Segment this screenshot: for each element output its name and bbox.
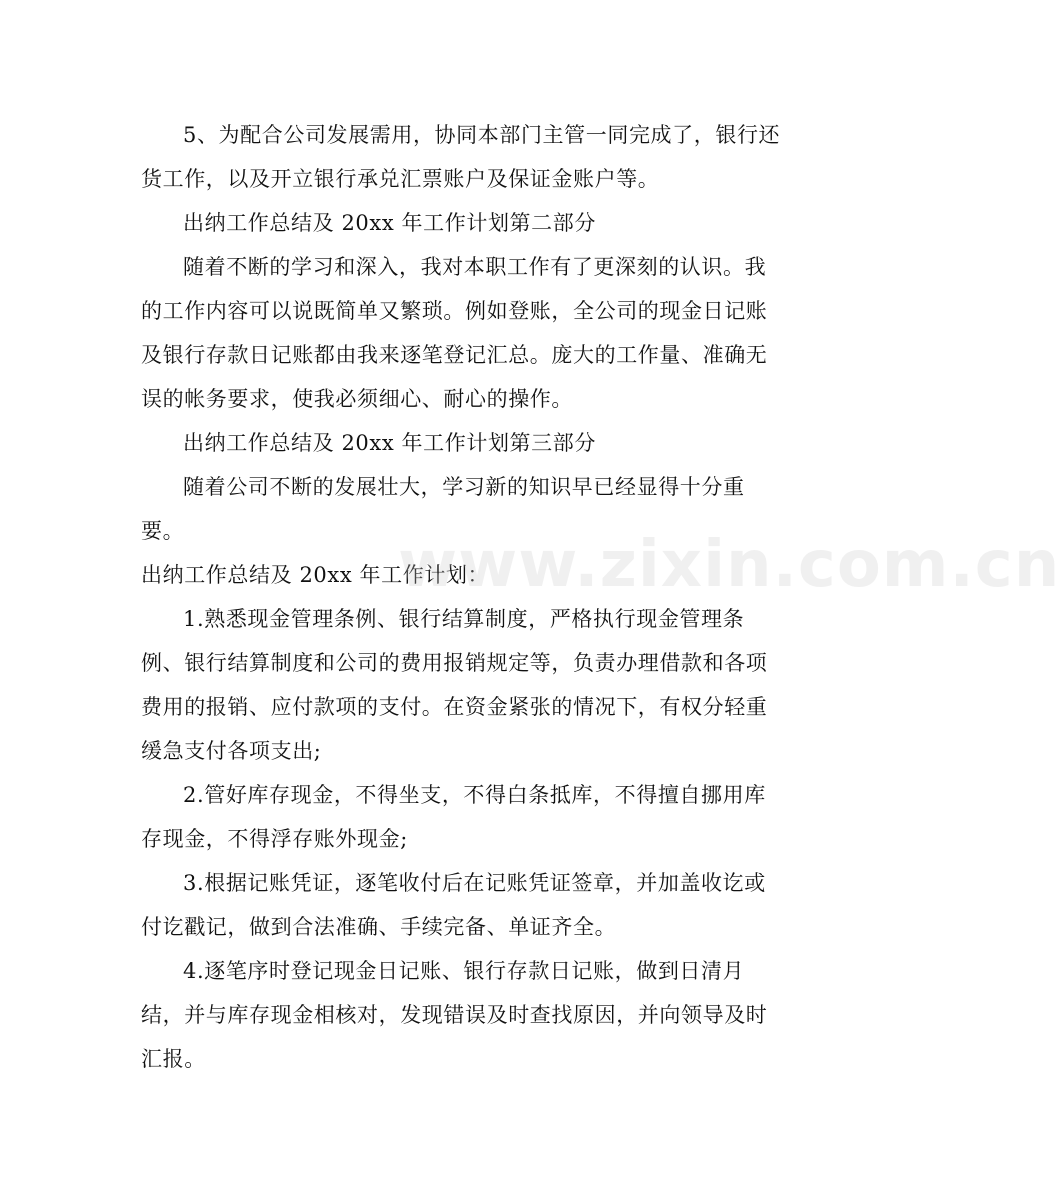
watermark: www.zixin.com.cn — [398, 528, 1060, 602]
plan-heading: 出纳工作总结及 20xx 年工作计划： — [141, 563, 490, 587]
document-body — [141, 113, 781, 1081]
plan-item-2: 2.管好库存现金，不得坐支，不得白条抵库，不得擅自挪用库存现金，不得浮存账外现金; — [141, 783, 766, 851]
paragraph-bank-work: 5、为配合公司发展需用，协同本部门主管一同完成了，银行还货工作，以及开立银行承兑汇票账户及保证金账户等。 — [141, 123, 781, 191]
paragraph-learning-importance: 随着公司不断的发展壮大，学习新的知识早已经显得十分重要。 — [141, 475, 745, 543]
plan-item-4: 4.逐笔序时登记现金日记账、银行存款日记账，做到日清月结，并与库存现金相核对，发现错误及时查找原因，并向领导及时汇报。 — [141, 959, 768, 1071]
paragraph-work-understanding: 随着不断的学习和深入，我对本职工作有了更深刻的认识。我的工作内容可以说既简单又繁琐。例如登账，全公司的现金日记账及银行存款日记账都由我来逐笔登记汇总。庞大的工作量、准确无误的帐务要求，使我必须细心、耐心的操作。 — [141, 255, 768, 411]
plan-item-3: 3.根据记账凭证，逐笔收付后在记账凭证签章，并加盖收讫或付讫戳记，做到合法准确、手续完备、单证齐全。 — [141, 871, 766, 939]
section-heading-part-three: 出纳工作总结及 20xx 年工作计划第三部分 — [183, 431, 596, 455]
plan-item-1: 1.熟悉现金管理条例、银行结算制度，严格执行现金管理条例、银行结算制度和公司的费用报销规定等，负责办理借款和各项费用的报销、应付款项的支付。在资金紧张的情况下，有权分轻重缓急支付各项支出; — [141, 607, 768, 763]
section-heading-part-two: 出纳工作总结及 20xx 年工作计划第二部分 — [183, 211, 596, 235]
